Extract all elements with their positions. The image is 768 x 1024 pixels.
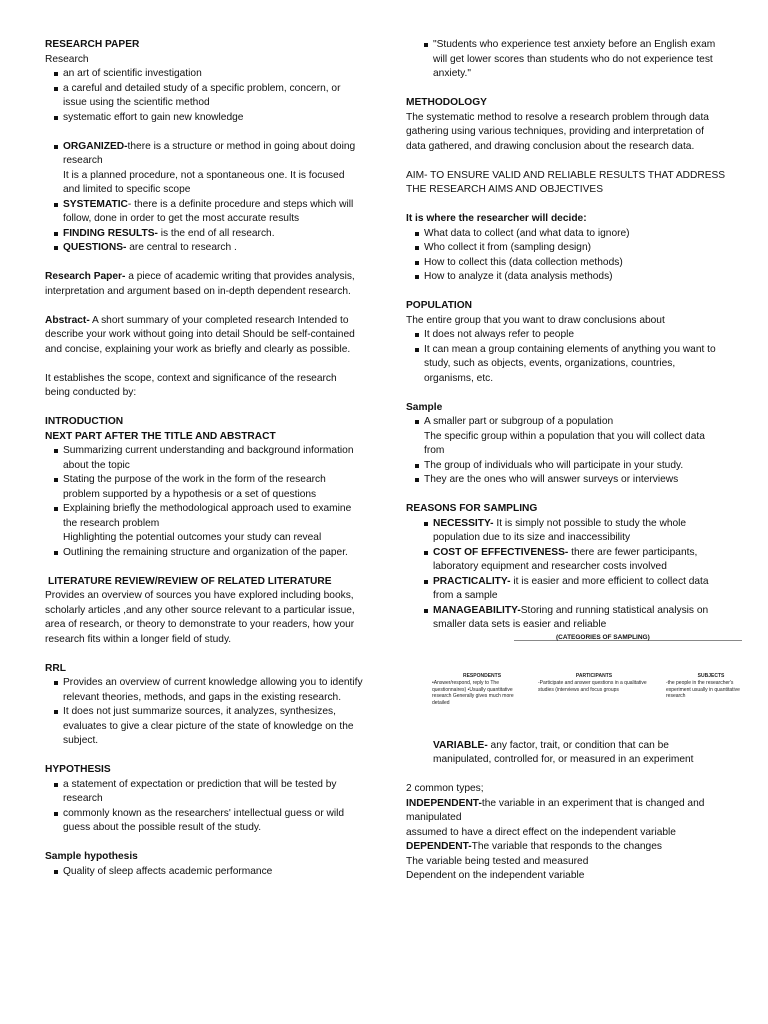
sample-bullets	[406, 415, 726, 430]
decide-bullet: Who collect it from (sampling design)	[406, 241, 726, 256]
left-column	[45, 38, 363, 879]
research-bullet: systematic effort to gain new knowledge	[45, 111, 363, 126]
characteristics-bullets	[45, 140, 363, 169]
independent-extra: assumed to have a direct effect on the independent variable	[406, 826, 676, 838]
variable-definition: VARIABLE- any factor, trait, or condition that can be manipulated, controlled for, or measured in an experiment	[433, 739, 694, 765]
independent-definition: INDEPENDENT-the variable in an experiment that is changed and manipulated	[406, 797, 705, 823]
organized-item: ORGANIZED-there is a structure or method in going about doing research	[45, 140, 363, 169]
hypothesis-bullets	[45, 778, 363, 836]
decide-bullet: How to analyze it (data analysis methods)	[406, 270, 726, 285]
figure-title: (CATEGORIES OF SAMPLING)	[556, 633, 650, 641]
subjects-column	[666, 673, 756, 700]
types-text: 2 common types;	[406, 783, 484, 794]
practicality-item: PRACTICALITY- it is easier and more efficient to collect data from a sample	[406, 575, 726, 604]
research-bullet: a careful and detailed study of a specific problem, concern, or issue using the scientific method	[45, 82, 363, 111]
research-label: Research	[45, 53, 89, 65]
decide-bullet: How to collect this (data collection methods)	[406, 256, 726, 271]
questions-item: QUESTIONS- are central to research .	[45, 241, 363, 256]
finding-item: FINDING RESULTS- is the end of all research.	[45, 227, 363, 242]
sample-bullet: The group of individuals who will participate in your study.	[406, 459, 726, 474]
literature-text: Provides an overview of sources you have explored including books, scholarly articles ,and any other source relevant to a particular issue, area of research, or theory to demonstrate to your readers, how your research fits within a longer field of study.	[45, 590, 355, 645]
participants-column	[538, 673, 650, 694]
hypothesis-bullet: a statement of expectation or prediction that will be tested by research	[45, 778, 363, 807]
quote-bullet: "Students who experience test anxiety before an English exam will get lower scores than students who do not experience test anxiety."	[406, 38, 726, 82]
dependent-definition: DEPENDENT-The variable that responds to the changes	[406, 841, 662, 852]
population-text: The entire group that you want to draw conclusions about	[406, 314, 665, 326]
population-bullets	[406, 328, 726, 386]
research-paper-definition: Research Paper- a piece of academic writing that provides analysis, interpretation and argument based on in-depth dependent research.	[45, 271, 355, 297]
dependent-extra: The variable being tested and measured	[406, 855, 589, 867]
systematic-item: SYSTEMATIC- there is a definite procedure and steps which will follow, done in order to get the most accurate results	[45, 198, 363, 227]
rrl-heading: RRL	[45, 662, 66, 674]
introduction-bullets	[45, 444, 363, 531]
intro-bullet: Outlining the remaining structure and organization of the paper.	[45, 546, 363, 561]
intro-extra: Highlighting the potential outcomes your study can reveal	[63, 532, 322, 543]
population-bullet: It can mean a group containing elements of anything you want to study, such as objects, events, organizations, countries, organisms, etc.	[406, 343, 726, 387]
rrl-bullets	[45, 676, 363, 749]
reasons-heading: REASONS FOR SAMPLING	[406, 503, 538, 514]
methodology-text: The systematic method to resolve a research problem through data gathering using various techniques, providing and interpretation of data gathered, and drawing conclusion about the research data.	[406, 111, 709, 152]
manageability-item: MANAGEABILITY-Storing and running statistical analysis on smaller data sets is easier and reliable	[406, 604, 726, 633]
sample-heading: Sample	[406, 401, 443, 413]
sample-bullet: They are the ones who will answer surveys or interviews	[406, 473, 726, 488]
sample-hypothesis-heading: Sample hypothesis	[45, 851, 138, 862]
establishes-text: It establishes the scope, context and significance of the research being conducted by:	[45, 372, 337, 398]
decide-bullet: What data to collect (and what data to ignore)	[406, 227, 726, 242]
document-title: RESEARCH PAPER	[45, 39, 140, 50]
research-bullet: an art of scientific investigation	[45, 67, 363, 82]
participants-text: -Participate and answer questions in a qualitative studies (interviews and focus groups	[538, 680, 647, 693]
intro-bullet: Stating the purpose of the work in the form of the research problem supported by a hypothesis or a set of questions	[45, 473, 363, 502]
subjects-title: SUBJECTS	[697, 672, 725, 679]
sample-hypothesis-bullets	[45, 865, 363, 880]
methodology-heading: METHODOLOGY	[406, 97, 487, 108]
population-bullet: It does not always refer to people	[406, 328, 726, 343]
intro-bullet: Summarizing current understanding and background information about the topic	[45, 444, 363, 473]
research-bullets	[45, 67, 363, 125]
dependent-extra: Dependent on the independent variable	[406, 870, 585, 881]
quote-bullets	[406, 38, 726, 82]
introduction-subheading: NEXT PART AFTER THE TITLE AND ABSTRACT	[45, 430, 276, 442]
intro-bullet: Explaining briefly the methodological approach used to examine the research problem	[45, 502, 363, 531]
respondents-title: RESPONDENTS	[462, 672, 502, 679]
literature-heading: LITERATURE REVIEW/REVIEW OF RELATED LITERATURE	[48, 575, 332, 587]
introduction-heading: INTRODUCTION	[45, 416, 124, 427]
right-column	[406, 38, 740, 884]
respondents-column	[432, 673, 532, 707]
rrl-bullet: It does not just summarize sources, it analyzes, synthesizes, evaluates to give a clear picture of the state of knowledge on the subject.	[45, 705, 363, 749]
subjects-text: -the people in the researcher's experiment usually in quantitative research	[666, 680, 740, 699]
aim-text: AIM- TO ENSURE VALID AND RELIABLE RESULTS THAT ADDRESS THE RESEARCH AIMS AND OBJECTIVES	[406, 169, 726, 195]
hypothesis-heading: HYPOTHESIS	[45, 764, 111, 775]
sample-hypothesis-bullet: Quality of sleep affects academic performance	[45, 865, 363, 880]
cost-item: COST OF EFFECTIVENESS- there are fewer participants, laboratory equipment and researcher costs involved	[406, 546, 726, 575]
rrl-bullet: Provides an overview of current knowledge allowing you to identify relevant theories, methods, and gaps in the existing research.	[45, 676, 363, 705]
reasons-bullets	[406, 517, 726, 633]
hypothesis-bullet: commonly known as the researchers' intellectual guess or wild guess about the possible result of the study.	[45, 807, 363, 836]
sample-extra: The specific group within a population that you will collect data from	[424, 430, 705, 456]
necessity-item: NECESSITY- It is simply not possible to study the whole population due to its size and inaccessibility	[406, 517, 726, 546]
sampling-categories-figure	[406, 633, 740, 735]
respondents-text: •Answer/respond, reply to The questionnaires) •Usually quantitative research Generally gives much more detailed	[432, 680, 514, 706]
organized-extra: It is a planned procedure, not a spontaneous one. It is focused and limited to specific scope	[63, 169, 345, 195]
population-heading: POPULATION	[406, 300, 473, 311]
decide-bullets	[406, 227, 726, 285]
decide-heading: It is where the researcher will decide:	[406, 213, 587, 224]
participants-title: PARTICIPANTS	[575, 672, 613, 679]
abstract-definition: Abstract- A short summary of your completed research Intended to describe your work without going into detail Should be self-contained and concise, explaining your work as briefly and clearly as possible.	[45, 314, 355, 355]
sample-bullet: A smaller part or subgroup of a population	[406, 415, 726, 430]
